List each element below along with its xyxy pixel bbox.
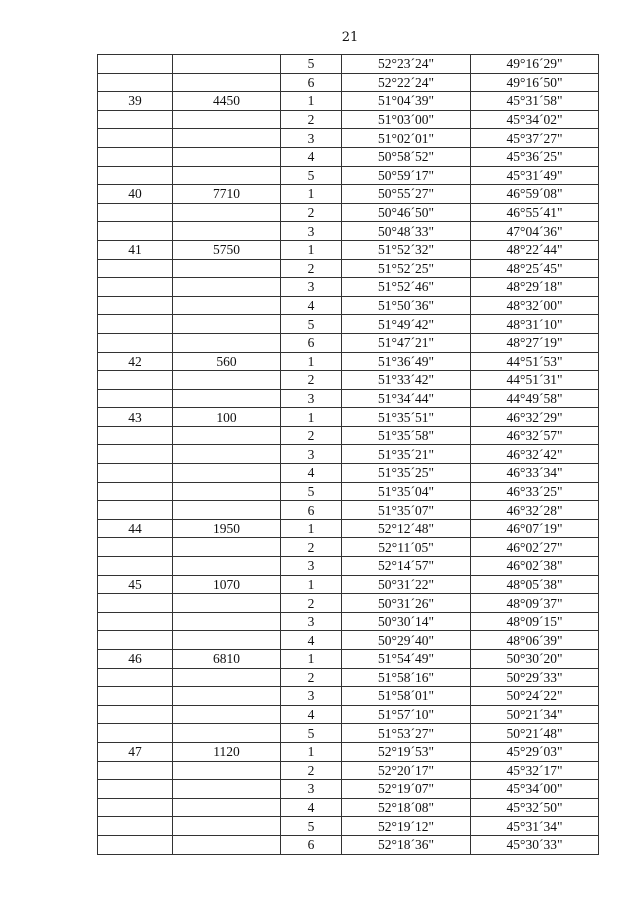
point-number-cell: 3 bbox=[281, 445, 342, 464]
latitude-cell: 50°59´17" bbox=[342, 166, 471, 185]
area-cell bbox=[173, 129, 281, 148]
point-number-cell: 3 bbox=[281, 389, 342, 408]
site-number-cell bbox=[98, 835, 173, 854]
latitude-cell: 50°31´22" bbox=[342, 575, 471, 594]
longitude-cell: 46°32´28" bbox=[471, 501, 599, 520]
point-number-cell: 1 bbox=[281, 519, 342, 538]
longitude-cell: 44°49´58" bbox=[471, 389, 599, 408]
latitude-cell: 50°55´27" bbox=[342, 185, 471, 204]
point-number-cell: 5 bbox=[281, 55, 342, 74]
table-row bbox=[98, 780, 599, 799]
table-row bbox=[98, 352, 599, 371]
site-number-cell bbox=[98, 371, 173, 390]
site-number-cell bbox=[98, 464, 173, 483]
table-row bbox=[98, 519, 599, 538]
table-row bbox=[98, 761, 599, 780]
area-cell bbox=[173, 482, 281, 501]
longitude-cell: 46°33´25" bbox=[471, 482, 599, 501]
table-row bbox=[98, 408, 599, 427]
site-number-cell bbox=[98, 129, 173, 148]
table-row bbox=[98, 110, 599, 129]
longitude-cell: 50°30´20" bbox=[471, 650, 599, 669]
latitude-cell: 51°49´42" bbox=[342, 315, 471, 334]
longitude-cell: 50°29´33" bbox=[471, 668, 599, 687]
point-number-cell: 2 bbox=[281, 538, 342, 557]
table-row bbox=[98, 724, 599, 743]
site-number-cell bbox=[98, 203, 173, 222]
table-row bbox=[98, 742, 599, 761]
site-number-cell: 42 bbox=[98, 352, 173, 371]
longitude-cell: 45°32´50" bbox=[471, 798, 599, 817]
point-number-cell: 2 bbox=[281, 371, 342, 390]
table-row bbox=[98, 333, 599, 352]
latitude-cell: 51°35´07" bbox=[342, 501, 471, 520]
longitude-cell: 45°31´49" bbox=[471, 166, 599, 185]
point-number-cell: 2 bbox=[281, 259, 342, 278]
table-row bbox=[98, 240, 599, 259]
longitude-cell: 45°30´33" bbox=[471, 835, 599, 854]
site-number-cell bbox=[98, 315, 173, 334]
site-number-cell bbox=[98, 724, 173, 743]
site-number-cell: 43 bbox=[98, 408, 173, 427]
longitude-cell: 47°04´36" bbox=[471, 222, 599, 241]
latitude-cell: 51°02´01" bbox=[342, 129, 471, 148]
table-row bbox=[98, 445, 599, 464]
longitude-cell: 46°55´41" bbox=[471, 203, 599, 222]
latitude-cell: 51°54´49" bbox=[342, 650, 471, 669]
area-cell bbox=[173, 73, 281, 92]
point-number-cell: 5 bbox=[281, 166, 342, 185]
longitude-cell: 46°07´19" bbox=[471, 519, 599, 538]
latitude-cell: 50°46´50" bbox=[342, 203, 471, 222]
longitude-cell: 46°02´27" bbox=[471, 538, 599, 557]
site-number-cell bbox=[98, 761, 173, 780]
table-row bbox=[98, 55, 599, 74]
table-row bbox=[98, 296, 599, 315]
longitude-cell: 46°33´34" bbox=[471, 464, 599, 483]
point-number-cell: 4 bbox=[281, 296, 342, 315]
area-cell: 4450 bbox=[173, 92, 281, 111]
latitude-cell: 51°57´10" bbox=[342, 705, 471, 724]
site-number-cell bbox=[98, 259, 173, 278]
table-row bbox=[98, 389, 599, 408]
table-row bbox=[98, 278, 599, 297]
longitude-cell: 46°32´57" bbox=[471, 426, 599, 445]
area-cell bbox=[173, 296, 281, 315]
latitude-cell: 51°35´51" bbox=[342, 408, 471, 427]
area-cell bbox=[173, 761, 281, 780]
longitude-cell: 45°31´58" bbox=[471, 92, 599, 111]
longitude-cell: 48°29´18" bbox=[471, 278, 599, 297]
latitude-cell: 51°36´49" bbox=[342, 352, 471, 371]
point-number-cell: 1 bbox=[281, 742, 342, 761]
point-number-cell: 5 bbox=[281, 817, 342, 836]
table-row bbox=[98, 259, 599, 278]
table-row bbox=[98, 798, 599, 817]
area-cell bbox=[173, 147, 281, 166]
longitude-cell: 50°21´48" bbox=[471, 724, 599, 743]
table-row bbox=[98, 631, 599, 650]
site-number-cell bbox=[98, 110, 173, 129]
area-cell bbox=[173, 798, 281, 817]
longitude-cell: 46°02´38" bbox=[471, 557, 599, 576]
latitude-cell: 51°58´16" bbox=[342, 668, 471, 687]
longitude-cell: 48°09´15" bbox=[471, 612, 599, 631]
site-number-cell bbox=[98, 668, 173, 687]
latitude-cell: 51°35´04" bbox=[342, 482, 471, 501]
longitude-cell: 48°32´00" bbox=[471, 296, 599, 315]
longitude-cell: 45°34´00" bbox=[471, 780, 599, 799]
latitude-cell: 52°18´36" bbox=[342, 835, 471, 854]
table-row bbox=[98, 371, 599, 390]
point-number-cell: 2 bbox=[281, 761, 342, 780]
table-row bbox=[98, 687, 599, 706]
table-row bbox=[98, 315, 599, 334]
point-number-cell: 1 bbox=[281, 352, 342, 371]
longitude-cell: 45°29´03" bbox=[471, 742, 599, 761]
latitude-cell: 50°30´14" bbox=[342, 612, 471, 631]
area-cell bbox=[173, 538, 281, 557]
area-cell bbox=[173, 203, 281, 222]
latitude-cell: 51°35´21" bbox=[342, 445, 471, 464]
area-cell: 1120 bbox=[173, 742, 281, 761]
point-number-cell: 2 bbox=[281, 110, 342, 129]
area-cell bbox=[173, 594, 281, 613]
latitude-cell: 51°52´46" bbox=[342, 278, 471, 297]
table-row bbox=[98, 166, 599, 185]
area-cell: 7710 bbox=[173, 185, 281, 204]
point-number-cell: 2 bbox=[281, 594, 342, 613]
area-cell bbox=[173, 333, 281, 352]
site-number-cell bbox=[98, 333, 173, 352]
area-cell bbox=[173, 557, 281, 576]
latitude-cell: 51°47´21" bbox=[342, 333, 471, 352]
latitude-cell: 51°03´00" bbox=[342, 110, 471, 129]
point-number-cell: 1 bbox=[281, 92, 342, 111]
latitude-cell: 52°20´17" bbox=[342, 761, 471, 780]
area-cell bbox=[173, 426, 281, 445]
area-cell bbox=[173, 278, 281, 297]
area-cell bbox=[173, 110, 281, 129]
area-cell bbox=[173, 501, 281, 520]
table-row bbox=[98, 426, 599, 445]
area-cell: 560 bbox=[173, 352, 281, 371]
latitude-cell: 51°04´39" bbox=[342, 92, 471, 111]
site-number-cell bbox=[98, 501, 173, 520]
site-number-cell: 47 bbox=[98, 742, 173, 761]
latitude-cell: 51°58´01" bbox=[342, 687, 471, 706]
point-number-cell: 3 bbox=[281, 222, 342, 241]
area-cell bbox=[173, 835, 281, 854]
site-number-cell bbox=[98, 55, 173, 74]
table-row bbox=[98, 185, 599, 204]
longitude-cell: 45°31´34" bbox=[471, 817, 599, 836]
site-number-cell bbox=[98, 780, 173, 799]
latitude-cell: 52°12´48" bbox=[342, 519, 471, 538]
site-number-cell: 39 bbox=[98, 92, 173, 111]
site-number-cell bbox=[98, 222, 173, 241]
site-number-cell bbox=[98, 296, 173, 315]
point-number-cell: 5 bbox=[281, 724, 342, 743]
site-number-cell: 41 bbox=[98, 240, 173, 259]
longitude-cell: 48°06´39" bbox=[471, 631, 599, 650]
site-number-cell bbox=[98, 705, 173, 724]
longitude-cell: 50°24´22" bbox=[471, 687, 599, 706]
table-row bbox=[98, 612, 599, 631]
area-cell bbox=[173, 222, 281, 241]
site-number-cell bbox=[98, 538, 173, 557]
site-number-cell bbox=[98, 594, 173, 613]
area-cell bbox=[173, 817, 281, 836]
area-cell bbox=[173, 705, 281, 724]
point-number-cell: 1 bbox=[281, 408, 342, 427]
point-number-cell: 3 bbox=[281, 687, 342, 706]
latitude-cell: 51°50´36" bbox=[342, 296, 471, 315]
longitude-cell: 50°21´34" bbox=[471, 705, 599, 724]
longitude-cell: 48°25´45" bbox=[471, 259, 599, 278]
point-number-cell: 3 bbox=[281, 612, 342, 631]
latitude-cell: 51°53´27" bbox=[342, 724, 471, 743]
table-row bbox=[98, 594, 599, 613]
site-number-cell bbox=[98, 73, 173, 92]
point-number-cell: 2 bbox=[281, 203, 342, 222]
site-number-cell bbox=[98, 557, 173, 576]
longitude-cell: 49°16´29" bbox=[471, 55, 599, 74]
area-cell bbox=[173, 668, 281, 687]
latitude-cell: 51°34´44" bbox=[342, 389, 471, 408]
site-number-cell: 45 bbox=[98, 575, 173, 594]
point-number-cell: 6 bbox=[281, 835, 342, 854]
longitude-cell: 44°51´31" bbox=[471, 371, 599, 390]
latitude-cell: 50°29´40" bbox=[342, 631, 471, 650]
table-row bbox=[98, 222, 599, 241]
site-number-cell bbox=[98, 817, 173, 836]
table-body bbox=[98, 55, 599, 855]
latitude-cell: 52°22´24" bbox=[342, 73, 471, 92]
site-number-cell bbox=[98, 278, 173, 297]
point-number-cell: 2 bbox=[281, 426, 342, 445]
site-number-cell bbox=[98, 612, 173, 631]
latitude-cell: 50°31´26" bbox=[342, 594, 471, 613]
point-number-cell: 6 bbox=[281, 73, 342, 92]
table-row bbox=[98, 668, 599, 687]
site-number-cell bbox=[98, 426, 173, 445]
area-cell bbox=[173, 464, 281, 483]
area-cell bbox=[173, 371, 281, 390]
latitude-cell: 51°33´42" bbox=[342, 371, 471, 390]
longitude-cell: 48°31´10" bbox=[471, 315, 599, 334]
table-row bbox=[98, 817, 599, 836]
longitude-cell: 45°36´25" bbox=[471, 147, 599, 166]
table-row bbox=[98, 147, 599, 166]
point-number-cell: 1 bbox=[281, 575, 342, 594]
site-number-cell bbox=[98, 166, 173, 185]
site-number-cell bbox=[98, 445, 173, 464]
table-row bbox=[98, 92, 599, 111]
coordinates-table bbox=[97, 54, 599, 855]
latitude-cell: 52°19´07" bbox=[342, 780, 471, 799]
site-number-cell bbox=[98, 798, 173, 817]
point-number-cell: 4 bbox=[281, 464, 342, 483]
longitude-cell: 46°32´29" bbox=[471, 408, 599, 427]
point-number-cell: 3 bbox=[281, 278, 342, 297]
area-cell bbox=[173, 166, 281, 185]
area-cell bbox=[173, 55, 281, 74]
longitude-cell: 45°32´17" bbox=[471, 761, 599, 780]
area-cell bbox=[173, 687, 281, 706]
longitude-cell: 49°16´50" bbox=[471, 73, 599, 92]
area-cell bbox=[173, 724, 281, 743]
latitude-cell: 52°18´08" bbox=[342, 798, 471, 817]
point-number-cell: 1 bbox=[281, 185, 342, 204]
longitude-cell: 48°05´38" bbox=[471, 575, 599, 594]
area-cell bbox=[173, 612, 281, 631]
latitude-cell: 50°48´33" bbox=[342, 222, 471, 241]
point-number-cell: 3 bbox=[281, 129, 342, 148]
point-number-cell: 1 bbox=[281, 240, 342, 259]
longitude-cell: 46°32´42" bbox=[471, 445, 599, 464]
point-number-cell: 4 bbox=[281, 705, 342, 724]
area-cell: 5750 bbox=[173, 240, 281, 259]
latitude-cell: 52°19´12" bbox=[342, 817, 471, 836]
table-row bbox=[98, 464, 599, 483]
area-cell bbox=[173, 445, 281, 464]
table-row bbox=[98, 203, 599, 222]
longitude-cell: 46°59´08" bbox=[471, 185, 599, 204]
latitude-cell: 52°11´05" bbox=[342, 538, 471, 557]
table-row bbox=[98, 129, 599, 148]
area-cell bbox=[173, 389, 281, 408]
latitude-cell: 52°19´53" bbox=[342, 742, 471, 761]
area-cell: 100 bbox=[173, 408, 281, 427]
point-number-cell: 4 bbox=[281, 798, 342, 817]
area-cell bbox=[173, 315, 281, 334]
site-number-cell bbox=[98, 147, 173, 166]
latitude-cell: 51°35´58" bbox=[342, 426, 471, 445]
area-cell bbox=[173, 780, 281, 799]
table-row bbox=[98, 650, 599, 669]
table-row bbox=[98, 835, 599, 854]
latitude-cell: 51°52´25" bbox=[342, 259, 471, 278]
site-number-cell bbox=[98, 389, 173, 408]
point-number-cell: 6 bbox=[281, 501, 342, 520]
point-number-cell: 2 bbox=[281, 668, 342, 687]
point-number-cell: 5 bbox=[281, 315, 342, 334]
page-number: 21 bbox=[341, 30, 359, 45]
site-number-cell bbox=[98, 687, 173, 706]
latitude-cell: 51°35´25" bbox=[342, 464, 471, 483]
latitude-cell: 52°23´24" bbox=[342, 55, 471, 74]
table-row bbox=[98, 575, 599, 594]
table-row bbox=[98, 482, 599, 501]
longitude-cell: 48°09´37" bbox=[471, 594, 599, 613]
latitude-cell: 52°14´57" bbox=[342, 557, 471, 576]
site-number-cell: 44 bbox=[98, 519, 173, 538]
table-row bbox=[98, 73, 599, 92]
point-number-cell: 3 bbox=[281, 780, 342, 799]
latitude-cell: 51°52´32" bbox=[342, 240, 471, 259]
point-number-cell: 1 bbox=[281, 650, 342, 669]
point-number-cell: 3 bbox=[281, 557, 342, 576]
site-number-cell: 46 bbox=[98, 650, 173, 669]
site-number-cell: 40 bbox=[98, 185, 173, 204]
table-row bbox=[98, 557, 599, 576]
site-number-cell bbox=[98, 482, 173, 501]
latitude-cell: 50°58´52" bbox=[342, 147, 471, 166]
point-number-cell: 6 bbox=[281, 333, 342, 352]
area-cell: 1950 bbox=[173, 519, 281, 538]
site-number-cell bbox=[98, 631, 173, 650]
area-cell: 1070 bbox=[173, 575, 281, 594]
table-row bbox=[98, 705, 599, 724]
longitude-cell: 48°22´44" bbox=[471, 240, 599, 259]
point-number-cell: 4 bbox=[281, 147, 342, 166]
longitude-cell: 45°37´27" bbox=[471, 129, 599, 148]
table-row bbox=[98, 501, 599, 520]
table-row bbox=[98, 538, 599, 557]
longitude-cell: 44°51´53" bbox=[471, 352, 599, 371]
area-cell bbox=[173, 259, 281, 278]
area-cell bbox=[173, 631, 281, 650]
longitude-cell: 48°27´19" bbox=[471, 333, 599, 352]
point-number-cell: 4 bbox=[281, 631, 342, 650]
point-number-cell: 5 bbox=[281, 482, 342, 501]
area-cell: 6810 bbox=[173, 650, 281, 669]
longitude-cell: 45°34´02" bbox=[471, 110, 599, 129]
